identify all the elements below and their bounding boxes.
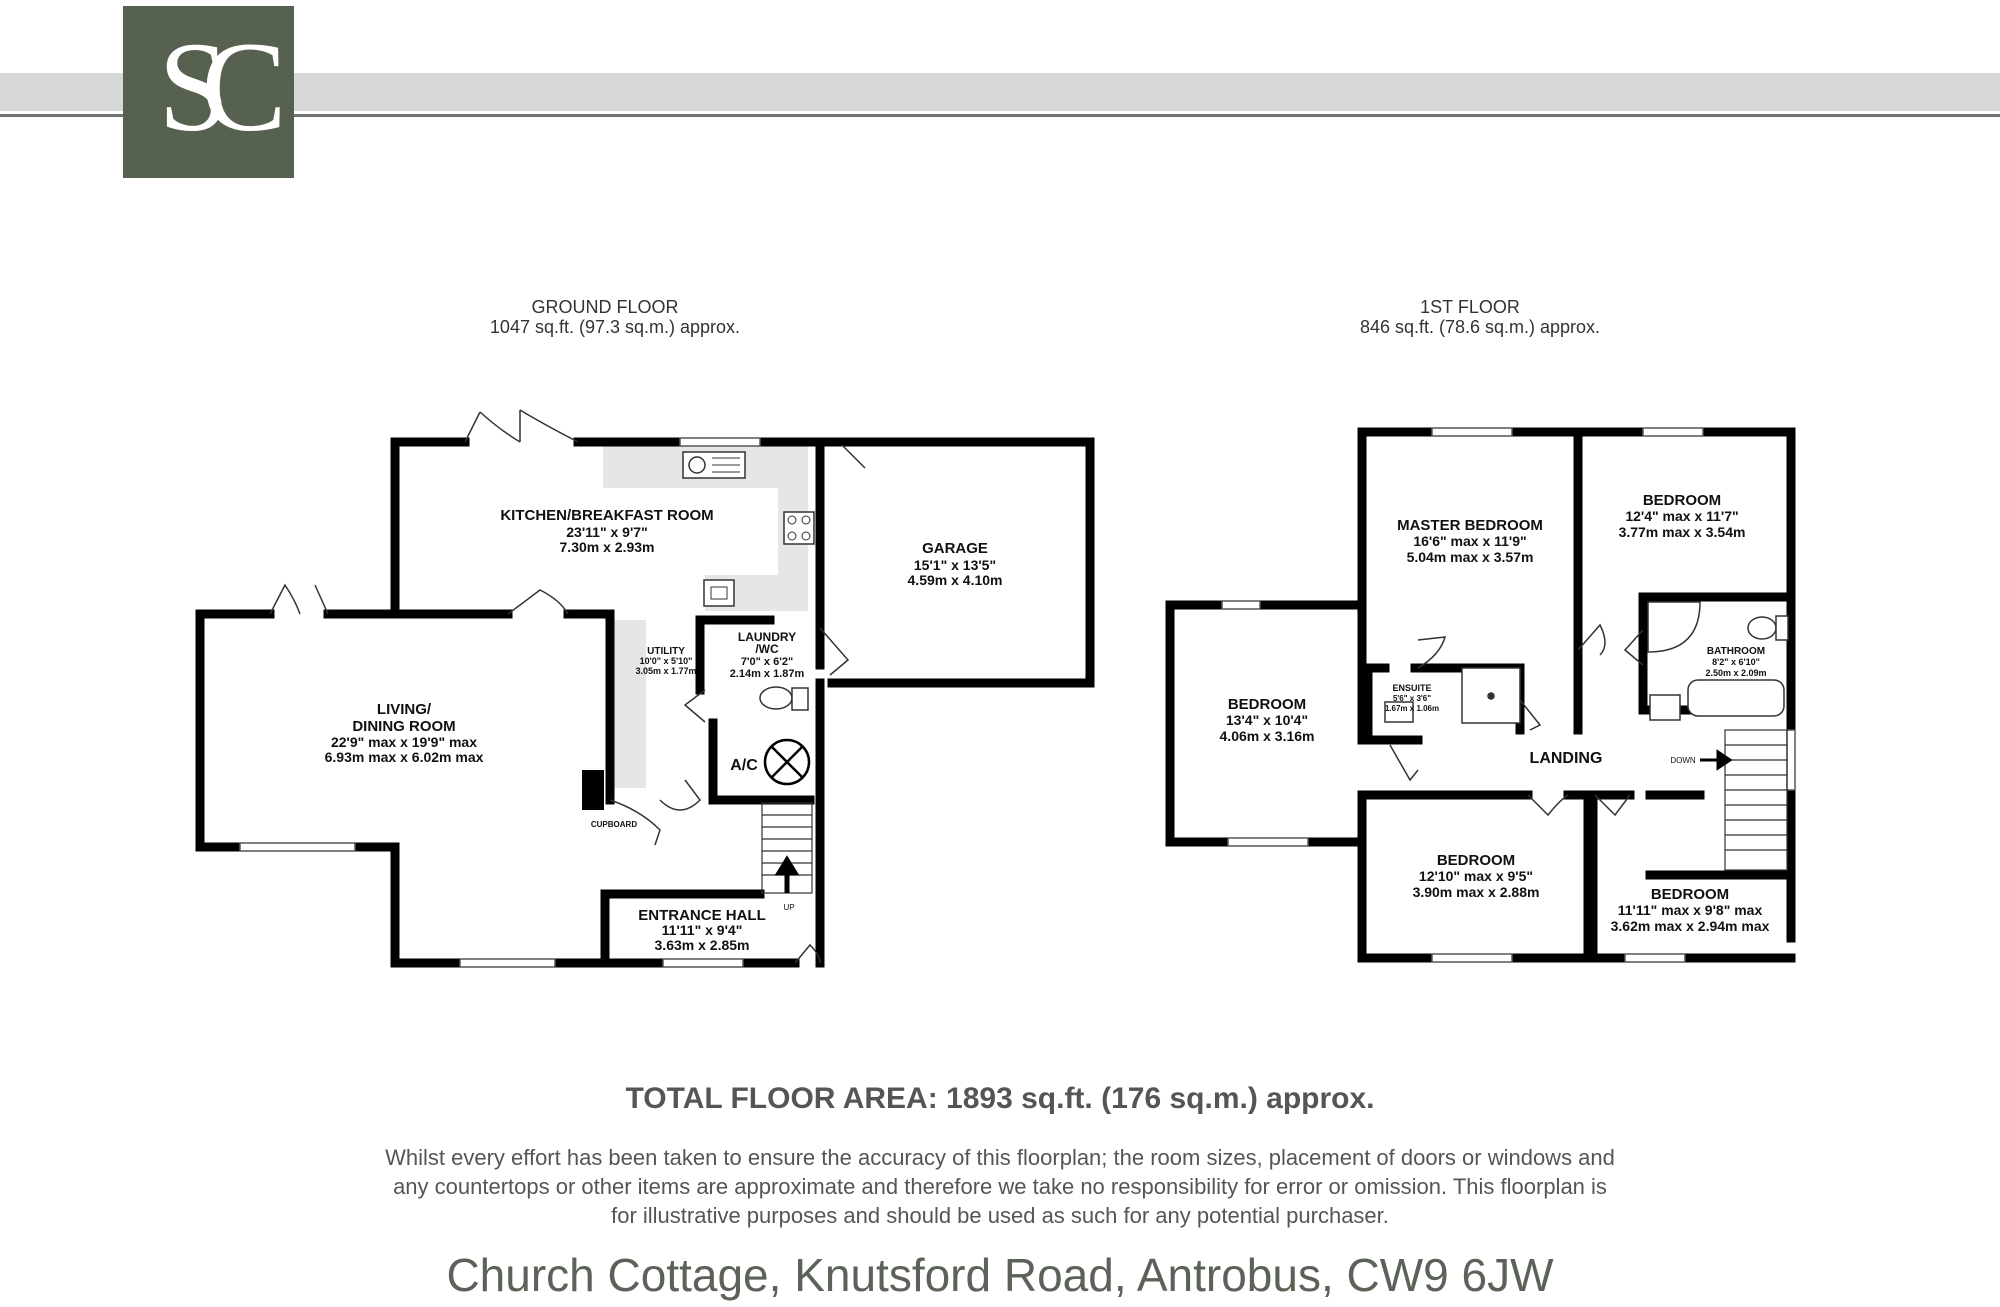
bedroom-w-imperial: 13'4" x 10'4" [1225, 712, 1309, 728]
first-floor-title: 1ST FLOOR [1420, 297, 1520, 317]
stairs-down-icon [1725, 730, 1787, 870]
garage-imperial: 15'1" x 13'5" [913, 557, 997, 573]
laundry-metric: 2.14m x 1.87m [729, 668, 805, 680]
garage-name: GARAGE [922, 540, 988, 557]
door [685, 690, 705, 722]
kitchen-imperial: 23'11" x 9'7" [566, 524, 648, 540]
bath-icon [1688, 680, 1784, 716]
corner-shower-icon [1648, 602, 1700, 652]
laundry-name-1: LAUNDRY [737, 630, 797, 644]
first-floor-plan [1170, 428, 1795, 962]
stairs-up-label: UP [783, 903, 795, 912]
ac-unit-icon [765, 740, 809, 784]
bedroom-s-name: BEDROOM [1436, 852, 1516, 869]
bedroom-se-name: BEDROOM [1650, 886, 1730, 903]
total-floor-area: TOTAL FLOOR AREA: 1893 sq.ft. (176 sq.m.) approx. [625, 1082, 1375, 1115]
french-door [315, 585, 328, 614]
door [660, 780, 700, 810]
utility-metric: 3.05m x 1.77m [635, 666, 697, 676]
bathroom-imperial: 8'2" x 6'10" [1712, 657, 1760, 667]
window [663, 959, 743, 967]
door [1390, 745, 1418, 780]
ensuite-metric: 1.67m x 1.06m [1384, 704, 1440, 713]
cupboard-label: CUPBOARD [590, 820, 638, 829]
bedroom-s-imperial: 12'10" max x 9'5" [1418, 868, 1534, 884]
master-metric: 5.04m max x 3.57m [1406, 549, 1534, 565]
laundry-name-2: /WC [755, 642, 779, 656]
window [1222, 601, 1260, 609]
bedroom-ne-metric: 3.77m max x 3.54m [1618, 524, 1746, 540]
bifold-door [520, 410, 578, 442]
window [240, 843, 355, 851]
ground-floor-labels [325, 507, 1003, 953]
master-imperial: 16'6" max x 11'9" [1413, 533, 1527, 549]
entrance-imperial: 11'11" x 9'4" [661, 922, 743, 938]
living-name-1: LIVING/ [376, 701, 432, 718]
first-floor-area: 846 sq.ft. (78.6 sq.m.) approx. [1359, 317, 1601, 337]
utility-name: UTILITY [647, 646, 685, 657]
stairs-arrow-icon [779, 860, 795, 893]
ensuite-imperial: 5'6" x 3'6" [1392, 694, 1432, 703]
ac-label: A/C [730, 757, 758, 774]
ground-floor-plan [200, 410, 1090, 967]
ground-floor-area: 1047 sq.ft. (97.3 sq.m.) approx. [489, 317, 741, 337]
cupboard-block [582, 770, 604, 810]
window [1228, 838, 1308, 846]
landing-name: LANDING [1529, 750, 1603, 767]
ensuite-name: ENSUITE [1392, 683, 1432, 693]
bedroom-ne-name: BEDROOM [1642, 492, 1722, 509]
window [680, 438, 760, 446]
bedroom-w-metric: 4.06m x 3.16m [1219, 728, 1315, 744]
bedroom-se-imperial: 11'11" max x 9'8" max [1617, 902, 1763, 918]
kitchen-name: KITCHEN/BREAKFAST ROOM [500, 507, 714, 524]
window [1787, 730, 1795, 790]
kitchen-metric: 7.30m x 2.93m [559, 539, 655, 555]
window [1432, 954, 1512, 962]
living-name-2: DINING ROOM [352, 718, 456, 735]
living-imperial: 22'9" max x 19'9" max [330, 734, 478, 750]
bathroom-name: BATHROOM [1706, 646, 1766, 657]
door [1418, 637, 1445, 668]
basin-icon [1650, 695, 1680, 720]
door [508, 590, 568, 614]
appliance-icon [704, 580, 734, 606]
entrance-metric: 3.63m x 2.85m [654, 937, 750, 953]
entrance-name: ENTRANCE HALL [638, 907, 766, 924]
bathroom-metric: 2.50m x 2.09m [1705, 668, 1767, 678]
garage-door [842, 445, 865, 468]
toilet-icon [1748, 617, 1776, 639]
garage-metric: 4.59m x 4.10m [907, 572, 1003, 588]
window [1643, 428, 1703, 436]
window [1432, 428, 1512, 436]
utility-imperial: 10'0" x 5'10" [639, 656, 693, 666]
bifold-door [465, 412, 520, 442]
living-metric: 6.93m max x 6.02m max [324, 749, 484, 765]
property-address: Church Cottage, Knutsford Road, Antrobus, CW9 6JW [446, 1249, 1554, 1301]
ground-floor-title: GROUND FLOOR [531, 297, 679, 317]
bedroom-ne-imperial: 12'4" max x 11'7" [1625, 508, 1739, 524]
stairs-down-label: DOWN [1670, 756, 1696, 765]
window [1625, 954, 1685, 962]
logo-monogram: SC [158, 16, 259, 158]
disclaimer-text: Whilst every effort has been taken to ensure the accuracy of this floorplan; the room sizes, placement of doors or windows and any countertops or other items are approximate and therefore we take no responsibility for error or omission. This floorplan is for illustrative purposes and should be used as such for any potential purchaser. [385, 1145, 1615, 1228]
bedroom-s-metric: 3.90m max x 2.88m [1412, 884, 1540, 900]
window [460, 959, 555, 967]
hob-icon [784, 512, 814, 544]
utility-counter [611, 620, 646, 788]
master-name: MASTER BEDROOM [1397, 517, 1543, 534]
bedroom-w-name: BEDROOM [1227, 696, 1307, 713]
laundry-imperial: 7'0" x 6'2" [740, 656, 794, 668]
door [1528, 795, 1568, 815]
bedroom-se-metric: 3.62m max x 2.94m max [1610, 918, 1770, 934]
toilet-icon [760, 687, 808, 710]
